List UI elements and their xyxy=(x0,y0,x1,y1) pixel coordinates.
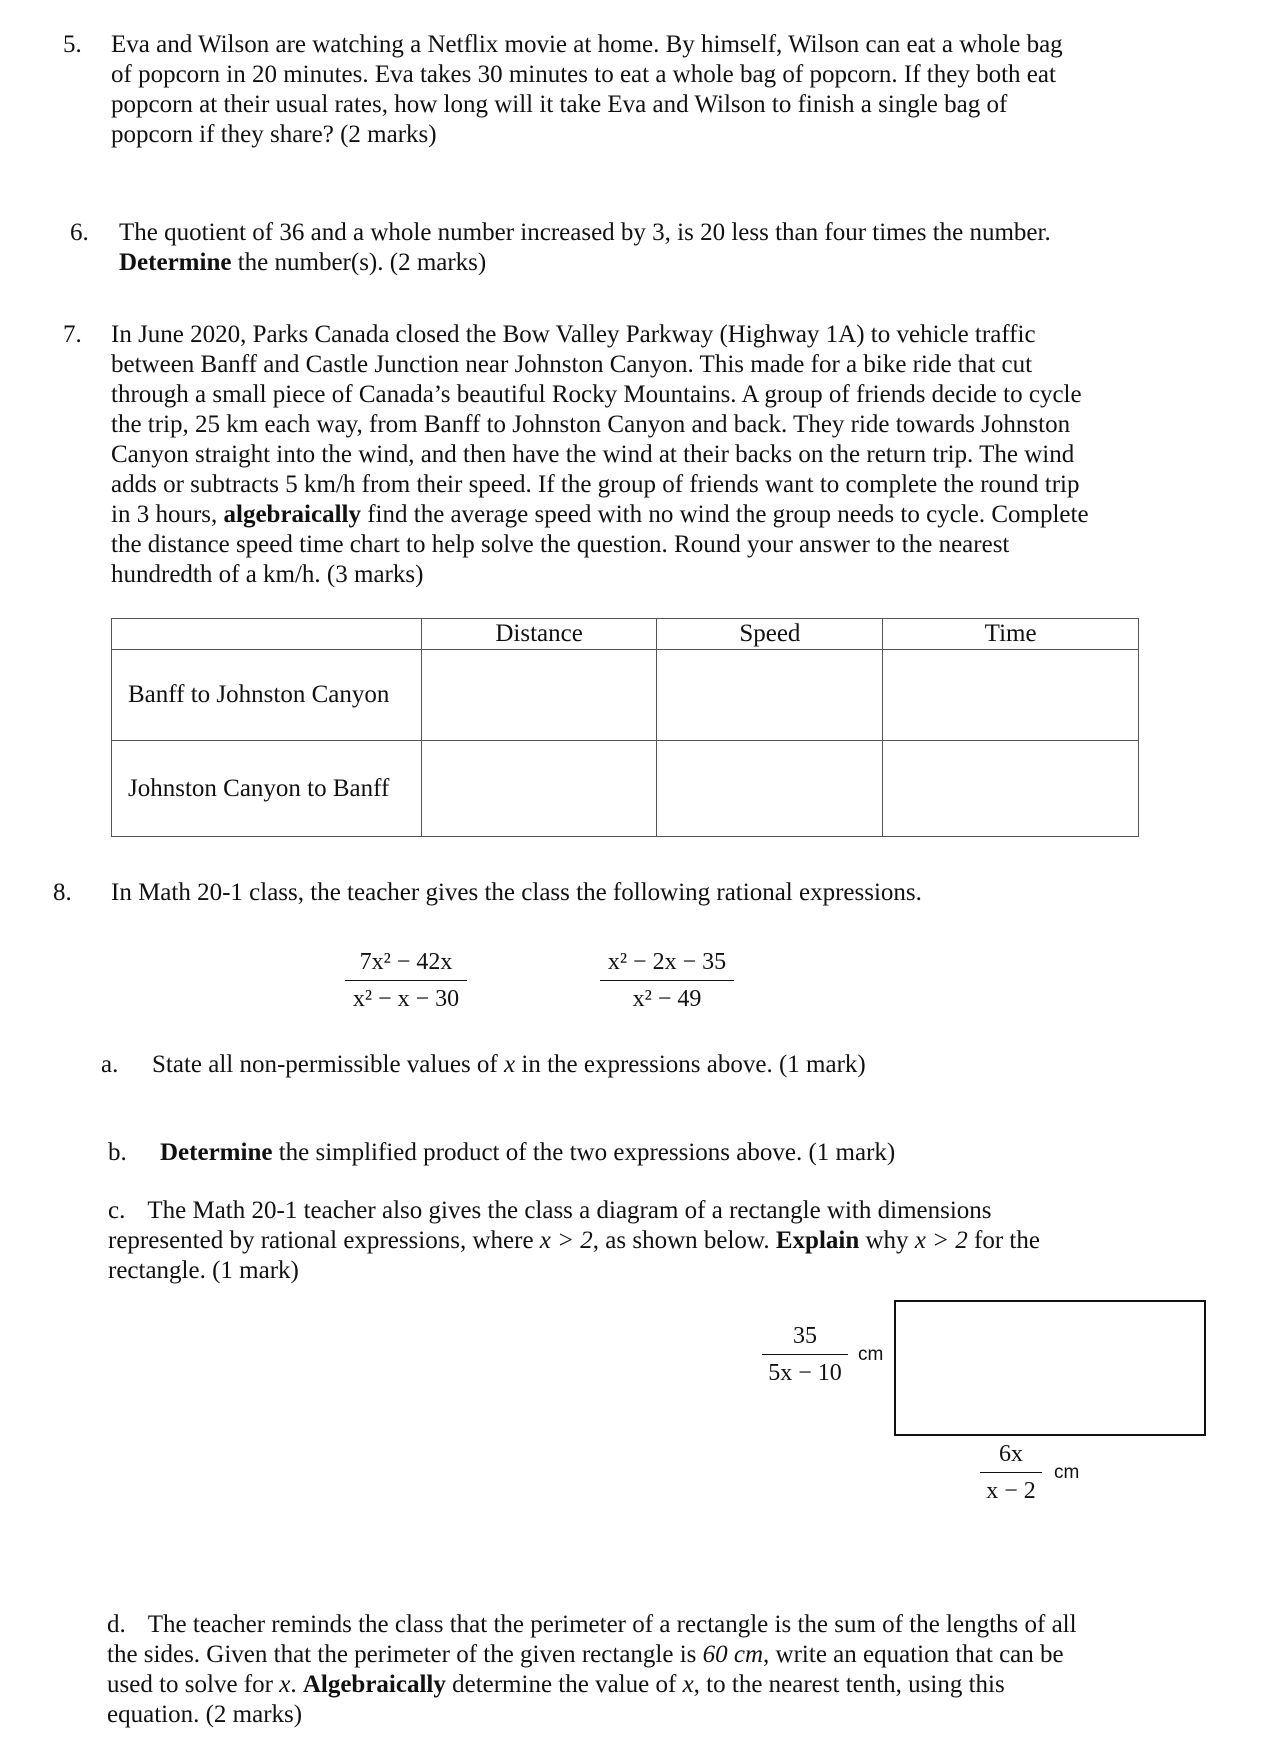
text-span: , as shown below. xyxy=(592,1227,776,1254)
question-number: 5. xyxy=(63,31,82,58)
text-line: through a small piece of Canada’s beautiful Rocky Mountains. A group of friends decide to cycle xyxy=(111,381,1082,408)
text-span: the number(s). (2 marks) xyxy=(231,249,487,276)
denominator: x² − 49 xyxy=(632,986,702,1012)
variable: x xyxy=(504,1051,516,1078)
text-line: between Banff and Castle Junction near Johnston Canyon. This made for a bike ride that cut xyxy=(111,351,1033,378)
text-line: the trip, 25 km each way, from Banff to Johnston Canyon and back. They ride towards Johnston xyxy=(111,411,1071,438)
part-b-text xyxy=(160,1138,895,1168)
numerator: x² − 2x − 35 xyxy=(607,949,727,975)
row-label: Johnston Canyon to Banff xyxy=(112,741,422,837)
question-number: 7. xyxy=(63,321,82,348)
rectangle xyxy=(894,1300,1206,1436)
text-span: the simplified product of the two expressions above. (1 mark) xyxy=(272,1139,896,1166)
perimeter-value: 60 cm xyxy=(702,1641,764,1668)
part-d-text xyxy=(107,1610,1077,1730)
distance-cell[interactable] xyxy=(421,741,657,837)
text-span: determine the value of xyxy=(445,1671,683,1698)
rational-expression-2 xyxy=(600,948,734,1013)
table-header-cell: Distance xyxy=(421,619,657,650)
condition: x > 2 xyxy=(914,1227,968,1254)
part-label: c. xyxy=(108,1197,126,1224)
distance-speed-time-table xyxy=(111,618,1139,837)
variable: x xyxy=(682,1671,694,1698)
width-expression xyxy=(980,1440,1042,1505)
text-line: of popcorn in 20 minutes. Eva takes 30 minutes to eat a whole bag of popcorn. If they both eat xyxy=(111,61,1056,88)
text-line xyxy=(107,1640,1077,1670)
rational-expression-1 xyxy=(345,948,467,1013)
denominator: x − 2 xyxy=(986,1478,1036,1504)
text-line: equation. (2 marks) xyxy=(107,1701,303,1728)
text-line xyxy=(108,1196,1040,1226)
table-header-cell xyxy=(112,619,422,650)
text-line: popcorn at their usual rates, how long will it take Eva and Wilson to finish a single bag of xyxy=(111,91,1008,118)
text-span: used to solve for xyxy=(107,1671,280,1698)
text-line: rectangle. (1 mark) xyxy=(108,1257,299,1284)
text-span: . xyxy=(290,1671,303,1698)
part-a-text xyxy=(152,1050,866,1080)
text-line xyxy=(111,500,1089,530)
bold-keyword: Explain xyxy=(775,1227,860,1254)
height-expression xyxy=(762,1322,848,1387)
table-header-row xyxy=(112,619,1139,650)
text-span: the sides. Given that the perimeter of the given rectangle is xyxy=(107,1641,703,1668)
numerator: 7x² − 42x xyxy=(359,949,453,975)
bold-keyword: Determine xyxy=(160,1139,273,1166)
question-text xyxy=(111,320,1089,590)
text-line xyxy=(119,248,1051,278)
condition: x > 2 xyxy=(539,1227,593,1254)
text-span: represented by rational expressions, where xyxy=(108,1227,540,1254)
bold-keyword: Algebraically xyxy=(302,1671,446,1698)
text-line: hundredth of a km/h. (3 marks) xyxy=(111,561,424,588)
table-row xyxy=(112,650,1139,741)
text-span: in the expressions above. (1 mark) xyxy=(515,1051,866,1078)
speed-cell[interactable] xyxy=(657,741,883,837)
part-c-text xyxy=(108,1196,1040,1286)
bold-keyword: Determine xyxy=(119,249,232,276)
unit-label: cm xyxy=(858,1344,884,1365)
question-number: 6. xyxy=(70,219,89,246)
table-header-cell: Time xyxy=(883,619,1139,650)
fraction-bar xyxy=(600,980,734,981)
text-span: The teacher reminds the class that the perimeter of a rectangle is the sum of the lengths of all xyxy=(147,1611,1077,1638)
text-span: State all non-permissible values of xyxy=(152,1051,505,1078)
table-header-cell: Speed xyxy=(657,619,883,650)
text-line: Canyon straight into the wind, and then have the wind at their backs on the return trip. The wind xyxy=(111,441,1075,468)
distance-cell[interactable] xyxy=(421,650,657,741)
time-cell[interactable] xyxy=(883,741,1139,837)
part-label: b. xyxy=(108,1139,127,1166)
text-line xyxy=(107,1610,1077,1640)
numerator: 35 xyxy=(793,1323,817,1349)
text-span: why xyxy=(859,1227,915,1254)
text-span: , to the nearest tenth, using this xyxy=(693,1671,1005,1698)
question-number: 8. xyxy=(53,879,72,906)
text-line: In June 2020, Parks Canada closed the Bow Valley Parkway (Highway 1A) to vehicle traffic xyxy=(111,321,1036,348)
text-span: The Math 20-1 teacher also gives the class a diagram of a rectangle with dimensions xyxy=(147,1197,992,1224)
fraction-bar xyxy=(345,980,467,981)
denominator: 5x − 10 xyxy=(768,1360,842,1386)
text-line: Eva and Wilson are watching a Netflix movie at home. By himself, Wilson can eat a whole bag xyxy=(111,31,1063,58)
question-text xyxy=(119,218,1051,278)
text-span: , write an equation that can be xyxy=(763,1641,1064,1668)
text-line xyxy=(108,1226,1040,1256)
speed-cell[interactable] xyxy=(657,650,883,741)
text-line: The quotient of 36 and a whole number increased by 3, is 20 less than four times the number. xyxy=(119,219,1051,246)
time-cell[interactable] xyxy=(883,650,1139,741)
text-span: in 3 hours, xyxy=(111,501,224,528)
part-label: a. xyxy=(101,1051,119,1078)
question-intro: In Math 20-1 class, the teacher gives the class the following rational expressions. xyxy=(111,879,922,906)
text-line: adds or subtracts 5 km/h from their speed. If the group of friends want to complete the round trip xyxy=(111,471,1080,498)
text-span: find the average speed with no wind the group needs to cycle. Complete xyxy=(360,501,1089,528)
fraction-bar xyxy=(980,1472,1042,1473)
variable: x xyxy=(279,1671,291,1698)
numerator: 6x xyxy=(999,1441,1023,1467)
row-label: Banff to Johnston Canyon xyxy=(112,650,422,741)
bold-keyword: algebraically xyxy=(223,501,361,528)
text-line: the distance speed time chart to help solve the question. Round your answer to the nearest xyxy=(111,531,1010,558)
part-label: d. xyxy=(107,1611,126,1638)
text-line xyxy=(107,1670,1077,1700)
unit-label: cm xyxy=(1054,1462,1080,1483)
fraction-bar xyxy=(762,1354,848,1355)
table-row xyxy=(112,741,1139,837)
denominator: x² − x − 30 xyxy=(352,986,460,1012)
text-line: popcorn if they share? (2 marks) xyxy=(111,121,437,148)
question-text xyxy=(111,30,1063,150)
text-span: for the xyxy=(967,1227,1040,1254)
